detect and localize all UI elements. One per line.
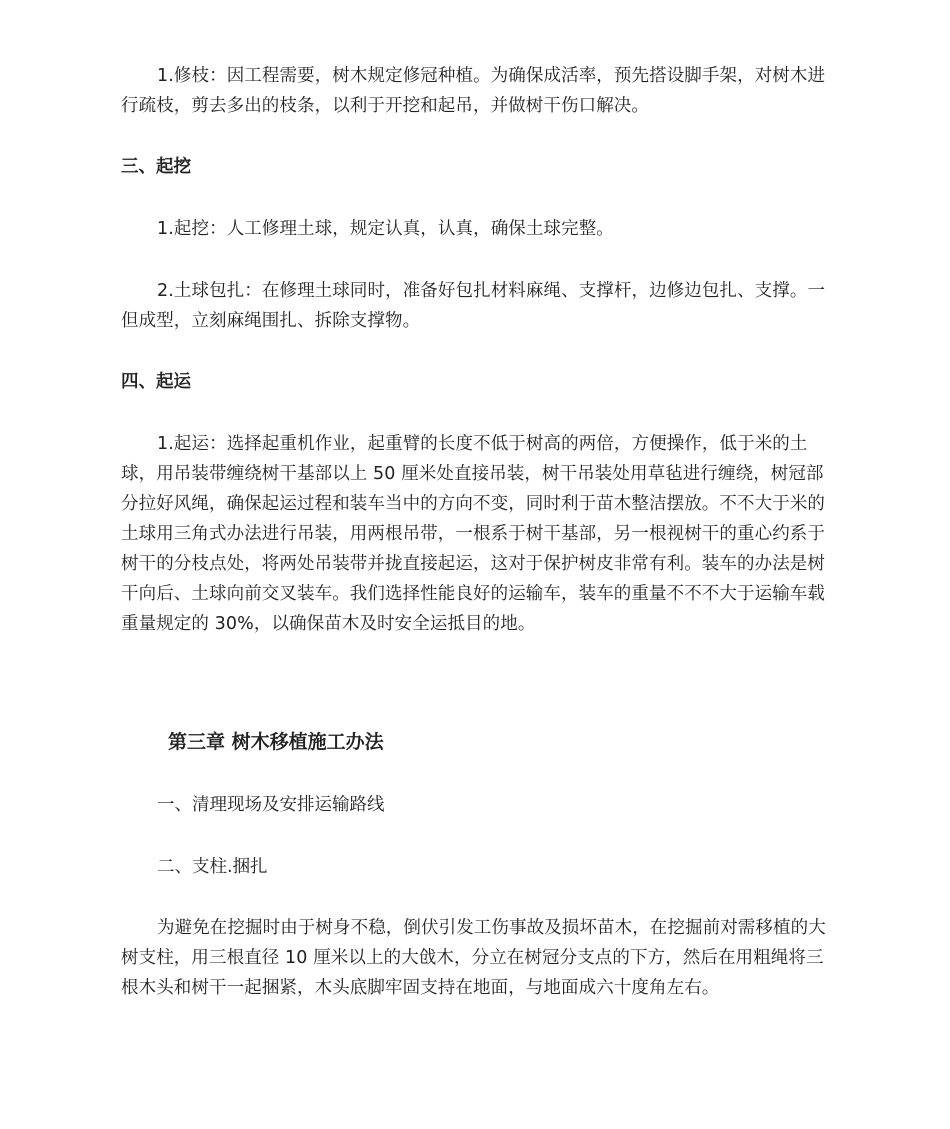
paragraph-excavation: 1.起挖：人工修理土球，规定认真，认真，确保土球完整。 — [157, 219, 614, 239]
paragraph-support-binding: 为避免在挖掘时由于树身不稳，倒伏引发工伤事故及损坏苗木，在挖掘前对需移植的大树支柱，用三根直径 10 厘米以上的大戗木，分立在树冠分支点的下方，然后在用粗绳将三根木头和树干一起捆紧，木头底脚牢固支持在地面，与地面成六十度角左右。 — [121, 918, 826, 998]
subsection-clear-site: 一、清理现场及安排运输路线 — [157, 795, 385, 815]
paragraph-root-ball-wrapping: 2.土球包扎：在修理土球同时，准备好包扎材料麻绳、支撑杆，边修边包扎、支撑。一但成型，立刻麻绳围扎、拆除支撑物。 — [121, 281, 826, 331]
paragraph-pruning: 1.修枝：因工程需要，树木规定修冠种植。为确保成活率，预先搭设脚手架，对树木进行疏枝，剪去多出的枝条，以利于开挖和起吊，并做树干伤口解决。 — [121, 66, 826, 116]
section-heading-lifting: 四、起运 — [121, 372, 191, 392]
chapter-title: 第三章 树木移植施工办法 — [168, 731, 384, 753]
paragraph-lifting: 1.起运：选择起重机作业，起重臂的长度不低于树高的两倍，方便操作，低于米的土球，用吊装带缠绕树干基部以上 50 厘米处直接吊装，树干吊装处用草毡进行缠绕，树冠部分拉好风绳，确保起运过程和装车当中的方向不变，同时利于苗木整洁摆放。不不大于米的土球用三角式办法进行吊装，用两根吊带，一根系于树干基部，另一根视树干的重心约系于树干的分枝点处，将两处吊装带并拢直接起运，这对于保护树皮非常有利。装车的办法是树干向后、土球向前交叉装车。我们选择性能良好的运输车，装车的重量不不不大于运输车载重量规定的 30%，以确保苗木及时安全运抵目的地。 — [121, 434, 825, 634]
section-heading-excavation: 三、起挖 — [121, 157, 191, 177]
subsection-support-binding: 二、支柱.捆扎 — [157, 857, 268, 877]
